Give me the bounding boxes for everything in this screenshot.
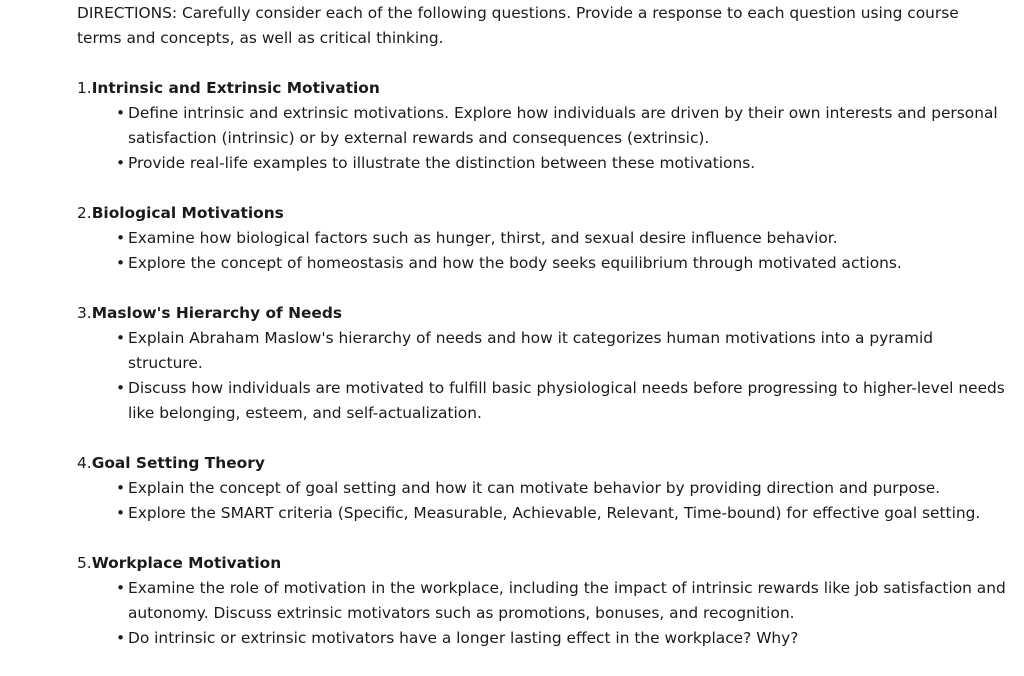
assignment-document bbox=[77, 1, 1007, 676]
bullet-icon: • bbox=[116, 254, 126, 272]
question-title: Maslow's Hierarchy of Needs bbox=[91, 304, 343, 322]
bullet-item bbox=[116, 251, 1007, 276]
bullet-icon: • bbox=[116, 479, 126, 497]
bullet-text: Provide real-life examples to illustrate the distinction between these motivations. bbox=[128, 154, 756, 172]
question-heading bbox=[77, 451, 1007, 476]
question-heading bbox=[77, 201, 1007, 226]
question-number: 5. bbox=[77, 554, 92, 572]
question-item bbox=[77, 451, 1007, 526]
question-heading bbox=[77, 551, 1007, 576]
bullet-item bbox=[116, 576, 1007, 626]
bullet-icon: • bbox=[116, 104, 126, 122]
bullet-icon: • bbox=[116, 329, 126, 347]
bullet-text: Explain the concept of goal setting and how it can motivate behavior by providing direction and purpose. bbox=[128, 479, 941, 497]
question-title: Intrinsic and Extrinsic Motivation bbox=[91, 79, 380, 97]
bullet-icon: • bbox=[116, 379, 126, 397]
question-number: 3. bbox=[77, 304, 92, 322]
bullet-text: Examine the role of motivation in the workplace, including the impact of intrinsic rewards like job satisfaction and autonomy. Discuss extrinsic motivators such as promotions, bonuses, and recognition. bbox=[128, 579, 1006, 622]
question-title: Biological Motivations bbox=[91, 204, 284, 222]
bullet-item bbox=[116, 501, 1007, 526]
question-bullets bbox=[77, 576, 1007, 651]
bullet-icon: • bbox=[116, 229, 126, 247]
bullet-item bbox=[116, 626, 1007, 651]
question-heading bbox=[77, 301, 1007, 326]
question-item bbox=[77, 201, 1007, 276]
bullet-text: Explain Abraham Maslow's hierarchy of needs and how it categorizes human motivations into a pyramid structure. bbox=[128, 329, 934, 372]
bullet-item bbox=[116, 101, 1007, 151]
bullet-text: Explore the SMART criteria (Specific, Measurable, Achievable, Relevant, Time-bound) for effective goal setting. bbox=[128, 504, 981, 522]
bullet-item bbox=[116, 226, 1007, 251]
question-number: 2. bbox=[77, 204, 92, 222]
bullet-text: Discuss how individuals are motivated to fulfill basic physiological needs before progressing to higher-level needs like belonging, esteem, and self-actualization. bbox=[128, 379, 1005, 422]
question-bullets bbox=[77, 101, 1007, 176]
question-item bbox=[77, 551, 1007, 651]
question-bullets bbox=[77, 476, 1007, 526]
question-item bbox=[77, 301, 1007, 426]
bullet-item bbox=[116, 151, 1007, 176]
question-title: Workplace Motivation bbox=[91, 554, 282, 572]
bullet-icon: • bbox=[116, 504, 126, 522]
question-bullets bbox=[77, 326, 1007, 426]
bullet-text: Define intrinsic and extrinsic motivations. Explore how individuals are driven by their own interests and personal satisfaction (intrinsic) or by external rewards and consequences (extrinsic). bbox=[128, 104, 998, 147]
directions-text: DIRECTIONS: Carefully consider each of the following questions. Provide a response to each question using course terms and concepts, as well as critical thinking. bbox=[77, 4, 959, 47]
question-heading bbox=[77, 76, 1007, 101]
bullet-text: Do intrinsic or extrinsic motivators have a longer lasting effect in the workplace? Why? bbox=[128, 629, 799, 647]
question-number: 1. bbox=[77, 79, 92, 97]
bullet-item bbox=[116, 476, 1007, 501]
bullet-icon: • bbox=[116, 154, 126, 172]
question-item bbox=[77, 76, 1007, 176]
bullet-item bbox=[116, 376, 1007, 426]
bullet-icon: • bbox=[116, 629, 126, 647]
bullet-icon: • bbox=[116, 579, 126, 597]
question-bullets bbox=[77, 226, 1007, 276]
question-list bbox=[77, 76, 1007, 651]
bullet-text: Explore the concept of homeostasis and how the body seeks equilibrium through motivated actions. bbox=[128, 254, 902, 272]
bullet-text: Examine how biological factors such as hunger, thirst, and sexual desire influence behavior. bbox=[128, 229, 838, 247]
question-number: 4. bbox=[77, 454, 92, 472]
bullet-item bbox=[116, 326, 1007, 376]
question-title: Goal Setting Theory bbox=[91, 454, 265, 472]
